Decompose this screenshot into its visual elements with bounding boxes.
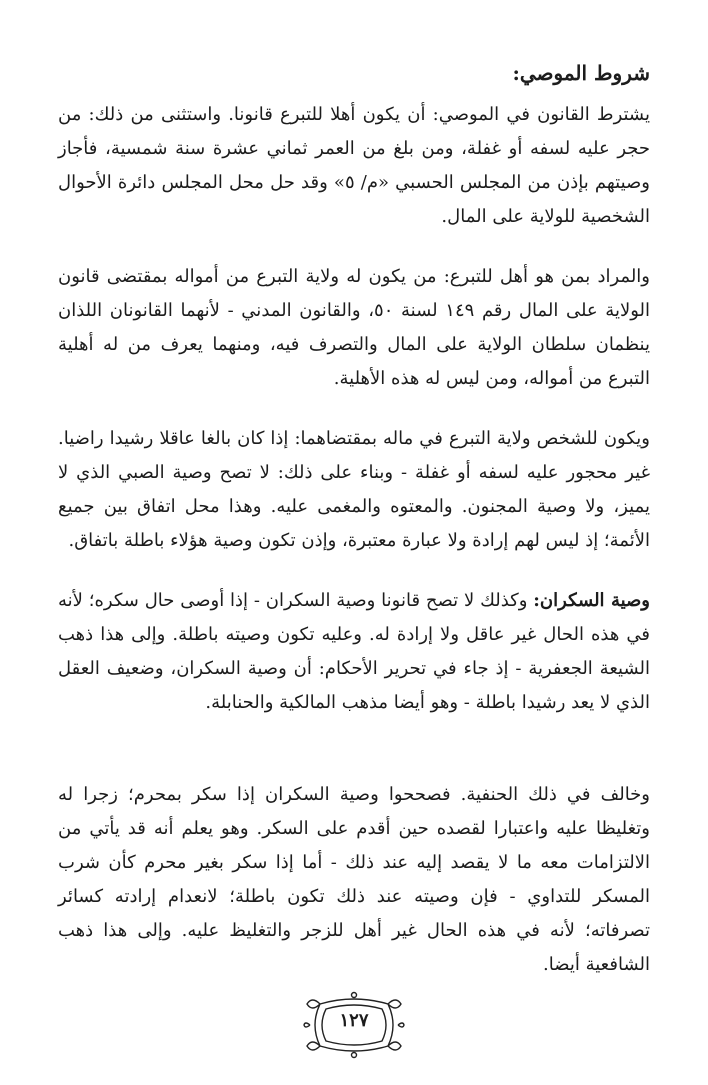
paragraph-4-text: وكذلك لا تصح قانونا وصية السكران - إذا أوصى حال سكره؛ لأنه في هذه الحال غير عاقل ولا إرادة له. وعليه تكون وصيته باطلة. وإلى هذا ذهب الشيعة الجعفرية - إذ جاء في تحرير الأحكام: أن وصية السكران، وضعيف العقل الذي لا يعد رشيدا باطلة - وهو أيضا مذهب المالكية والحنابلة.: [58, 590, 650, 713]
paragraph-3-text: ويكون للشخص ولاية التبرع في ماله بمقتضاهما: إذا كان بالغا عاقلا رشيدا راضيا. غير محجور عليه لسفه أو غفلة - وبناء على ذلك: لا تصح وصية الصبي الذي لا يميز، ولا وصية المجنون. والمعتوه والمغمى عليه. وهذا محل اتفاق بين جميع الأئمة؛ إذ ليس لهم إرادة ولا عبارة معتبرة، وإذن تكون وصية هؤلاء باطلة باتفاق.: [58, 428, 650, 551]
paragraph-5-text: وخالف في ذلك الحنفية. فصححوا وصية السكران إذا سكر بمحرم؛ زجرا له وتغليظا عليه واعتبارا لقصده حين أقدم على السكر. وهو يعلم أنه قد يأتي من الالتزامات معه ما لا يقصد إليه عند ذلك - أما إذا سكر بغير محرم كأن شرب المسكر للتداوي - فإن وصيته عند ذلك تكون باطلة؛ لانعدام إرادته كسائر تصرفاته؛ لأنه في هذه الحال غير أهل للزجر والتغليظ عليه. وإلى هذا ذهب الشافعية أيضا.: [58, 784, 650, 975]
paragraph-2: [58, 260, 650, 396]
page-number-ornament: [302, 990, 406, 1060]
paragraph-4: [58, 584, 650, 720]
paragraph-5: [58, 778, 650, 982]
section-heading: شروط الموصي:: [512, 61, 650, 85]
paragraph-4-lead: وصية السكران:: [533, 590, 650, 611]
paragraph-1: [58, 98, 650, 234]
paragraph-2-text: والمراد بمن هو أهل للتبرع: من يكون له ولاية التبرع من أمواله بمقتضى قانون الولاية على المال رقم ١٤٩ لسنة ٥٠، والقانون المدني - لأنهما القانونان اللذان ينظمان سلطان الولاية على المال والتصرف فيه، ومنهما يعرف من له أهلية التبرع من أمواله، ومن ليس له هذه الأهلية.: [58, 266, 651, 389]
page-number: ١٢٧: [339, 1010, 369, 1031]
paragraph-1-text: يشترط القانون في الموصي: أن يكون أهلا للتبرع قانونا. واستثنى من ذلك: من حجر عليه لسفه أو غفلة، ومن بلغ من العمر ثماني عشرة سنة شمسية، فأجاز وصيتهم بإذن من المجلس الحسبي «م/ ٥» وقد حل محل المجلس دائرة الأحوال الشخصية للولاية على المال.: [58, 104, 650, 227]
paragraph-3: [58, 422, 650, 558]
